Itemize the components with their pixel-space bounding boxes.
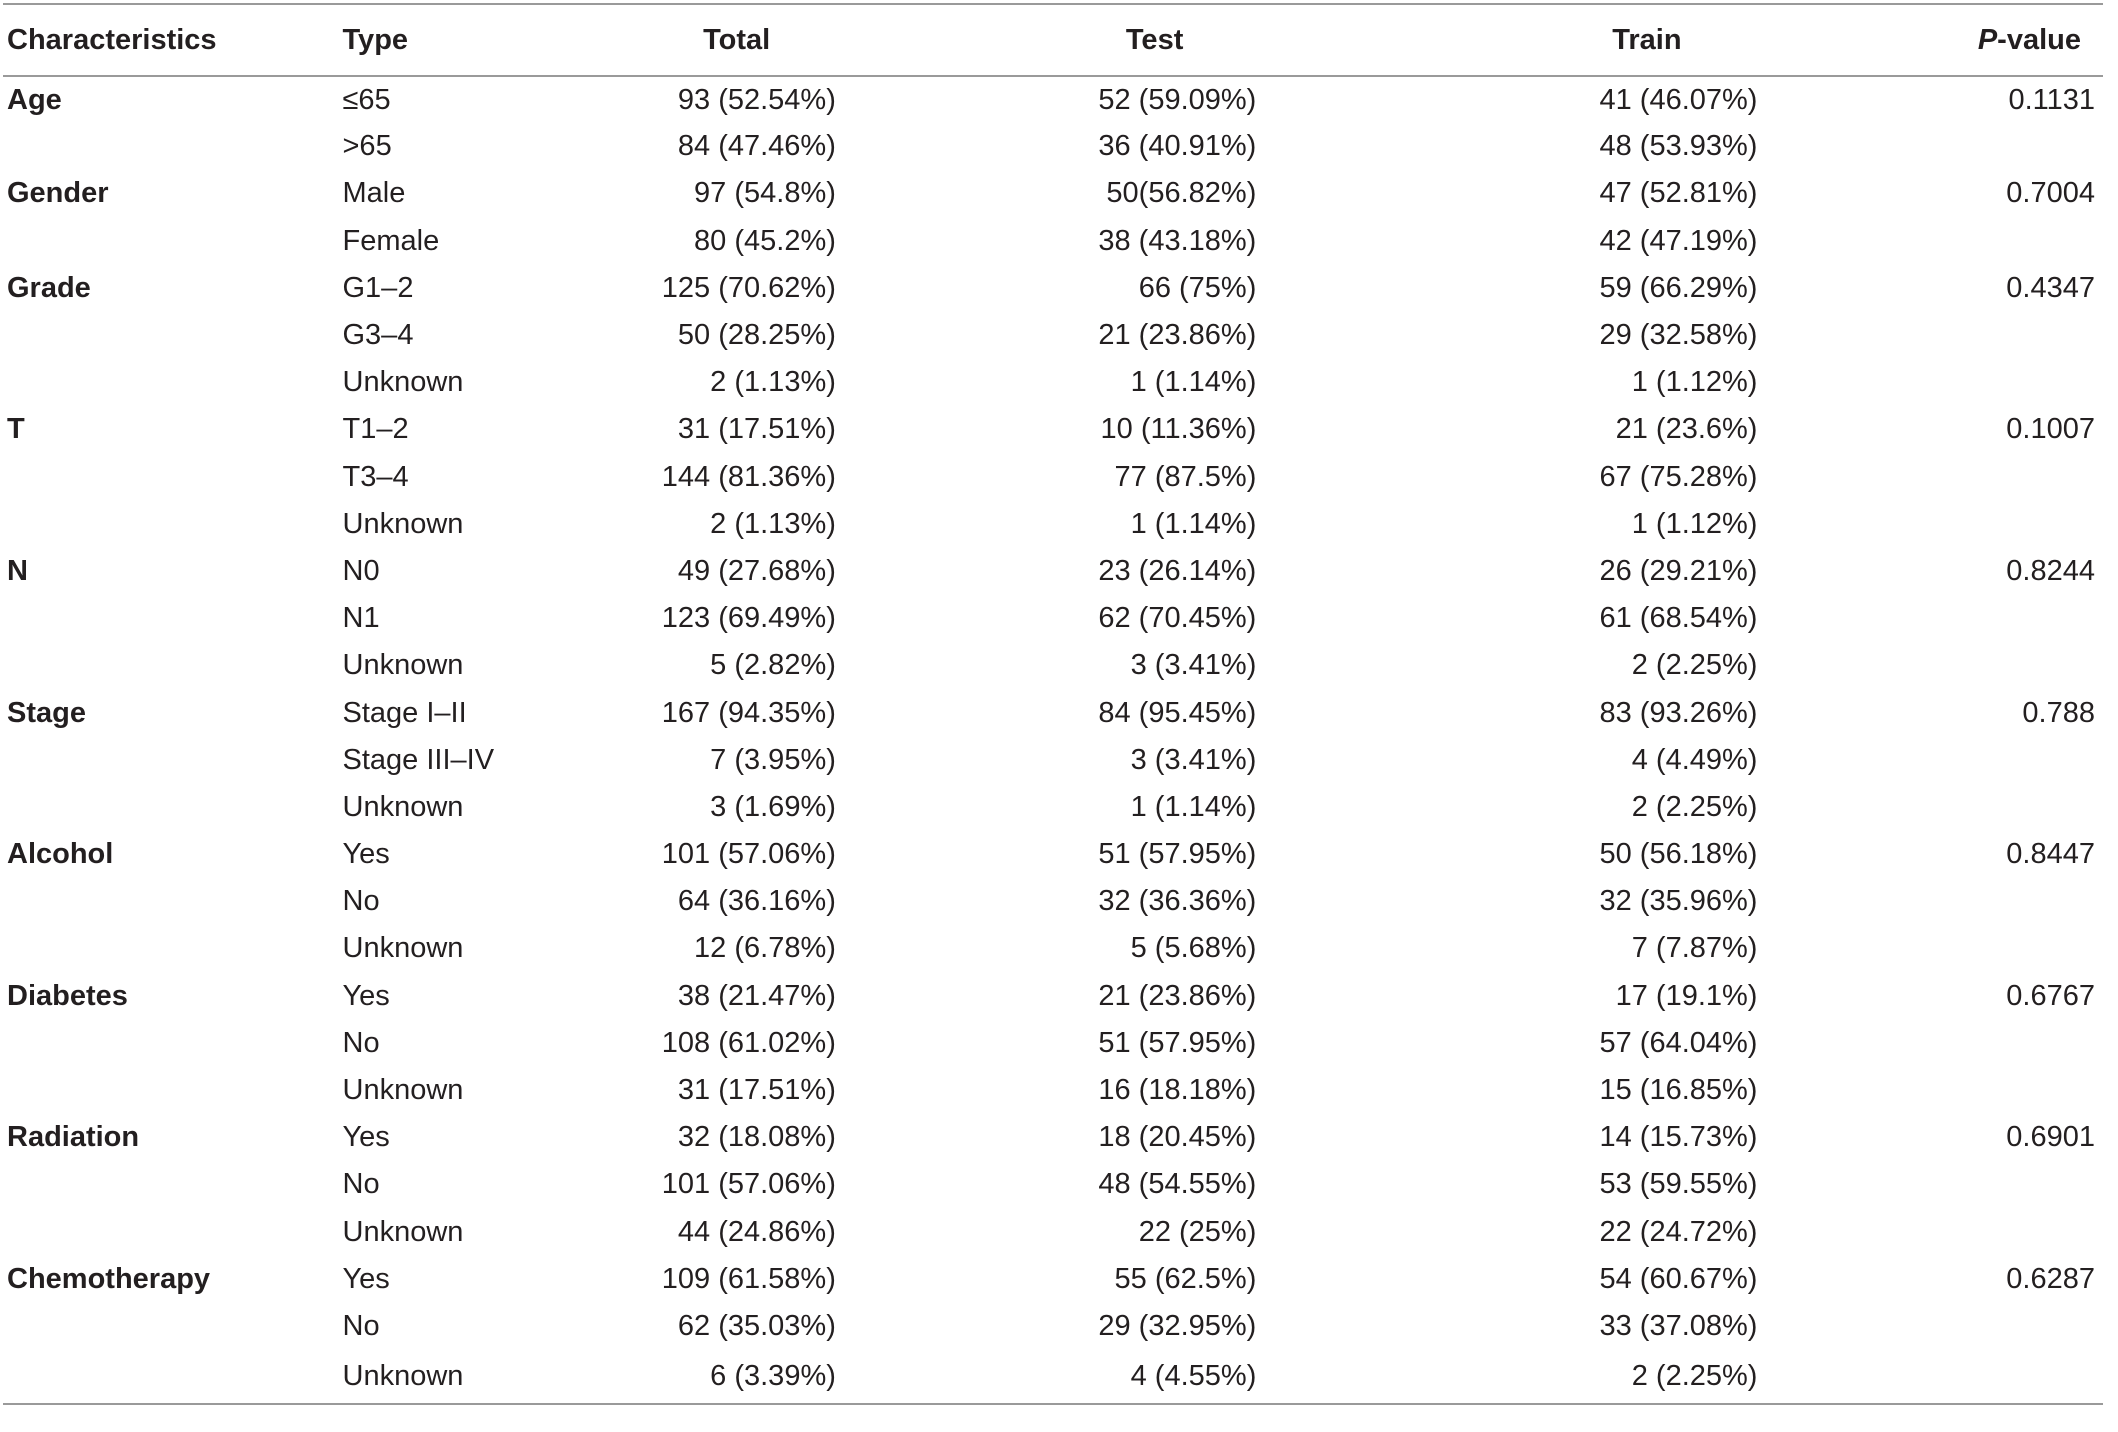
cell-train: 2 (2.25%): [1631, 1360, 1758, 1393]
cell-type: N1: [342, 602, 380, 635]
cell-p-value: [1882, 925, 2103, 972]
cell-train: 1 (1.12%): [1631, 366, 1758, 399]
table-row: [3, 359, 2103, 406]
cell-characteristic: [3, 925, 343, 972]
cell-total: 144 (81.36%): [661, 460, 836, 493]
table-row: [3, 1303, 2103, 1350]
cell-train: 2 (2.25%): [1631, 790, 1758, 823]
header-type: Type: [342, 23, 409, 56]
cell-train: 41 (46.07%): [1599, 83, 1758, 116]
cell-test: 38 (43.18%): [1098, 224, 1257, 257]
cell-test: 1 (1.14%): [1130, 507, 1257, 540]
cell-type: Yes: [342, 979, 390, 1012]
cell-train: 21 (23.6%): [1615, 413, 1758, 446]
table-row: [3, 831, 2103, 878]
cell-type: Unknown: [342, 1360, 464, 1393]
cell-total: 31 (17.51%): [677, 1074, 836, 1107]
cell-p-value: [1882, 784, 2103, 831]
cell-characteristic: [3, 454, 343, 501]
table-body: [3, 76, 2103, 1404]
cell-test: 52 (59.09%): [1098, 83, 1257, 116]
cell-train: 54 (60.67%): [1599, 1262, 1758, 1295]
cell-train: 29 (32.58%): [1599, 319, 1758, 352]
header-p-value: [1882, 4, 2103, 76]
table-row: [3, 548, 2103, 595]
cell-characteristic: [3, 1020, 343, 1067]
table-row: [3, 1114, 2103, 1161]
table-row: [3, 501, 2103, 548]
cell-p-value: [1882, 123, 2103, 170]
cell-p-value: [1882, 1067, 2103, 1114]
table-row: [3, 925, 2103, 972]
table-row: [3, 689, 2103, 736]
cell-test: 77 (87.5%): [1114, 460, 1257, 493]
cell-total: 32 (18.08%): [677, 1121, 836, 1154]
cell-test: 1 (1.14%): [1130, 366, 1257, 399]
cell-total: 2 (1.13%): [710, 366, 836, 399]
cell-type: Female: [342, 224, 440, 257]
cell-test: 3 (3.41%): [1130, 649, 1257, 682]
cell-p-value: [1882, 1020, 2103, 1067]
cell-characteristic: [3, 218, 343, 265]
cell-type: N0: [342, 554, 380, 587]
cell-characteristic: Gender: [7, 177, 109, 210]
cell-train: 1 (1.12%): [1631, 507, 1758, 540]
table-row: [3, 1350, 2103, 1404]
cell-test: 21 (23.86%): [1098, 979, 1257, 1012]
cell-characteristic: [3, 784, 343, 831]
cell-train: 48 (53.93%): [1599, 130, 1758, 163]
cell-train: 57 (64.04%): [1599, 1026, 1758, 1059]
cell-p-value: 0.6287: [2006, 1262, 2095, 1295]
cell-train: 17 (19.1%): [1615, 979, 1758, 1012]
cell-characteristic: Alcohol: [7, 838, 114, 871]
cell-total: 108 (61.02%): [661, 1026, 836, 1059]
table-row: [3, 595, 2103, 642]
cell-test: 21 (23.86%): [1098, 319, 1257, 352]
cell-characteristic: [3, 312, 343, 359]
cell-train: 83 (93.26%): [1599, 696, 1758, 729]
cell-train: 14 (15.73%): [1599, 1121, 1758, 1154]
cell-p-value: [1882, 1209, 2103, 1256]
cell-type: G3–4: [342, 319, 414, 352]
cell-total: 80 (45.2%): [694, 224, 836, 257]
cell-type: Yes: [342, 1262, 390, 1295]
cell-test: 23 (26.14%): [1098, 554, 1257, 587]
cell-type: Unknown: [342, 790, 464, 823]
table-row: [3, 784, 2103, 831]
cell-type: ≤65: [342, 83, 391, 116]
header-characteristics: Characteristics: [7, 23, 217, 56]
cell-test: 3 (3.41%): [1130, 743, 1257, 776]
cell-train: 61 (68.54%): [1599, 602, 1758, 635]
cell-test: 51 (57.95%): [1098, 1026, 1257, 1059]
cell-type: Stage I–II: [342, 696, 467, 729]
cell-characteristic: [3, 1161, 343, 1208]
cell-type: Unknown: [342, 932, 464, 965]
cell-p-value: [1882, 595, 2103, 642]
cell-p-value: 0.8244: [2006, 554, 2095, 587]
cell-train: 42 (47.19%): [1599, 224, 1758, 257]
cell-type: T3–4: [342, 460, 409, 493]
table-row: [3, 312, 2103, 359]
table-row: [3, 1067, 2103, 1114]
cell-p-value: [1882, 642, 2103, 689]
cell-p-value: [1882, 454, 2103, 501]
cell-test: 48 (54.55%): [1098, 1168, 1257, 1201]
cell-type: >65: [342, 130, 392, 163]
cell-train: 26 (29.21%): [1599, 554, 1758, 587]
cell-p-value: 0.6901: [2006, 1121, 2095, 1154]
cell-train: 67 (75.28%): [1599, 460, 1758, 493]
cell-characteristic: Grade: [7, 271, 91, 304]
header-p-italic: P: [1977, 23, 1998, 56]
cell-test: 10 (11.36%): [1100, 413, 1257, 446]
header-test: Test: [1125, 23, 1184, 56]
cell-train: 15 (16.85%): [1599, 1074, 1758, 1107]
cell-characteristic: [3, 1303, 343, 1350]
cell-p-value: [1882, 218, 2103, 265]
cell-test: 4 (4.55%): [1130, 1360, 1257, 1393]
cell-type: Yes: [342, 838, 390, 871]
cell-type: Unknown: [342, 366, 464, 399]
table-row: [3, 737, 2103, 784]
cell-test: 32 (36.36%): [1098, 885, 1257, 918]
table-row: [3, 76, 2103, 123]
cell-total: 123 (69.49%): [661, 602, 836, 635]
cell-characteristic: Diabetes: [7, 979, 128, 1012]
cell-total: 49 (27.68%): [677, 554, 836, 587]
cell-test: 66 (75%): [1138, 271, 1257, 304]
header-row: [3, 4, 2103, 76]
cell-train: 47 (52.81%): [1599, 177, 1758, 210]
cell-total: 84 (47.46%): [677, 130, 836, 163]
cell-total: 109 (61.58%): [661, 1262, 836, 1295]
table-row: [3, 454, 2103, 501]
cell-type: Unknown: [342, 649, 464, 682]
cell-test: 84 (95.45%): [1098, 696, 1257, 729]
cell-p-value: 0.6767: [2006, 979, 2095, 1012]
cell-total: 62 (35.03%): [677, 1309, 836, 1342]
cell-characteristic: Radiation: [7, 1121, 140, 1154]
cell-characteristic: [3, 123, 343, 170]
cell-type: Unknown: [342, 1215, 464, 1248]
cell-train: 50 (56.18%): [1599, 838, 1758, 871]
cell-test: 51 (57.95%): [1098, 838, 1257, 871]
cell-total: 101 (57.06%): [661, 1168, 836, 1201]
cell-characteristic: Age: [7, 83, 62, 116]
cell-characteristic: [3, 737, 343, 784]
cell-type: T1–2: [342, 413, 409, 446]
cell-p-value: 0.1007: [2006, 413, 2095, 446]
cell-total: 38 (21.47%): [677, 979, 836, 1012]
cell-type: Stage III–IV: [342, 743, 495, 776]
cell-total: 125 (70.62%): [661, 271, 836, 304]
table-row: [3, 878, 2103, 925]
cell-p-value: [1882, 1161, 2103, 1208]
cell-p-value: 0.1131: [2008, 83, 2095, 116]
cell-type: No: [342, 1026, 380, 1059]
table-row: [3, 170, 2103, 217]
characteristics-table: [3, 3, 2103, 1405]
cell-total: 2 (1.13%): [710, 507, 836, 540]
cell-p-value: [1882, 1350, 2103, 1404]
cell-test: 29 (32.95%): [1098, 1309, 1257, 1342]
cell-total: 101 (57.06%): [661, 838, 836, 871]
cell-total: 44 (24.86%): [677, 1215, 836, 1248]
cell-type: Male: [342, 177, 406, 210]
cell-test: 36 (40.91%): [1098, 130, 1257, 163]
cell-characteristic: T: [7, 413, 25, 446]
cell-characteristic: [3, 1067, 343, 1114]
table-row: [3, 1256, 2103, 1303]
cell-test: 18 (20.45%): [1098, 1121, 1257, 1154]
cell-test: 22 (25%): [1138, 1215, 1257, 1248]
header-train: Train: [1612, 23, 1682, 56]
cell-total: 3 (1.69%): [710, 790, 836, 823]
table-row: [3, 218, 2103, 265]
cell-total: 50 (28.25%): [677, 319, 836, 352]
cell-p-value: [1882, 1303, 2103, 1350]
cell-type: Yes: [342, 1121, 390, 1154]
header-p-rest: -value: [1997, 23, 2081, 56]
cell-train: 7 (7.87%): [1631, 932, 1758, 965]
cell-p-value: 0.7004: [2006, 177, 2095, 210]
cell-p-value: [1882, 737, 2103, 784]
table-header: [3, 4, 2103, 76]
cell-type: No: [342, 1309, 380, 1342]
cell-total: 31 (17.51%): [677, 413, 836, 446]
cell-test: 5 (5.68%): [1130, 932, 1257, 965]
cell-characteristic: [3, 595, 343, 642]
cell-total: 64 (36.16%): [677, 885, 836, 918]
cell-p-value: [1882, 312, 2103, 359]
cell-characteristic: Chemotherapy: [7, 1262, 211, 1295]
cell-test: 50(56.82%): [1106, 177, 1257, 210]
cell-p-value: [1882, 501, 2103, 548]
cell-p-value: [1882, 878, 2103, 925]
cell-train: 2 (2.25%): [1631, 649, 1758, 682]
cell-type: Unknown: [342, 1074, 464, 1107]
cell-train: 32 (35.96%): [1599, 885, 1758, 918]
cell-total: 7 (3.95%): [710, 743, 836, 776]
cell-type: No: [342, 1168, 380, 1201]
cell-characteristic: N: [7, 554, 28, 587]
table-row: [3, 406, 2103, 453]
cell-train: 53 (59.55%): [1599, 1168, 1758, 1201]
cell-characteristic: [3, 359, 343, 406]
cell-test: 55 (62.5%): [1114, 1262, 1257, 1295]
cell-characteristic: [3, 878, 343, 925]
cell-test: 1 (1.14%): [1130, 790, 1257, 823]
cell-characteristic: [3, 1350, 343, 1404]
cell-type: G1–2: [342, 271, 414, 304]
cell-train: 33 (37.08%): [1599, 1309, 1758, 1342]
table-row: [3, 642, 2103, 689]
cell-test: 62 (70.45%): [1098, 602, 1257, 635]
cell-characteristic: [3, 642, 343, 689]
cell-total: 93 (52.54%): [677, 83, 836, 116]
cell-type: No: [342, 885, 380, 918]
cell-p-value: 0.8447: [2006, 838, 2095, 871]
cell-train: 59 (66.29%): [1599, 271, 1758, 304]
cell-p-value: 0.788: [2022, 696, 2095, 729]
cell-total: 5 (2.82%): [710, 649, 836, 682]
cell-characteristic: [3, 501, 343, 548]
cell-total: 6 (3.39%): [710, 1360, 836, 1393]
cell-total: 97 (54.8%): [694, 177, 836, 210]
cell-total: 12 (6.78%): [694, 932, 836, 965]
cell-test: 16 (18.18%): [1098, 1074, 1257, 1107]
cell-total: 167 (94.35%): [661, 696, 836, 729]
table-row: [3, 1161, 2103, 1208]
table-row: [3, 973, 2103, 1020]
cell-type: Unknown: [342, 507, 464, 540]
header-total: Total: [703, 23, 771, 56]
cell-p-value: 0.4347: [2006, 271, 2095, 304]
table-row: [3, 123, 2103, 170]
cell-train: 4 (4.49%): [1631, 743, 1758, 776]
cell-characteristic: [3, 1209, 343, 1256]
table-row: [3, 1020, 2103, 1067]
table-row: [3, 265, 2103, 312]
table-row: [3, 1209, 2103, 1256]
cell-train: 22 (24.72%): [1599, 1215, 1758, 1248]
cell-characteristic: Stage: [7, 696, 86, 729]
cell-p-value: [1882, 359, 2103, 406]
